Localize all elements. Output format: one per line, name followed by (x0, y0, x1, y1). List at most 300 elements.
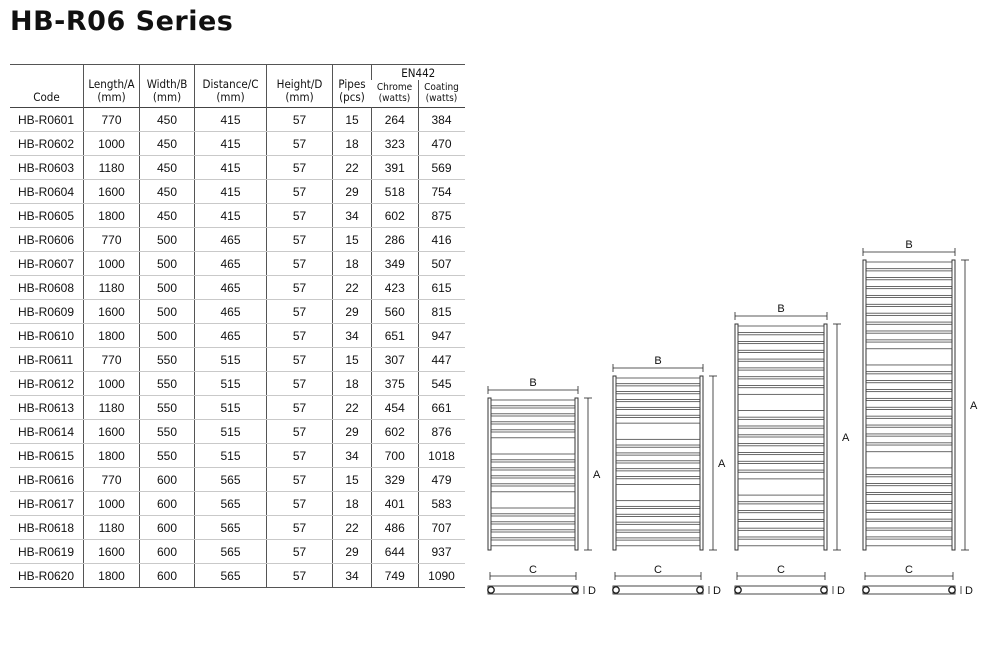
cell-height: 57 (267, 180, 333, 204)
radiator-bar (491, 462, 575, 468)
cell-pipes: 18 (333, 252, 372, 276)
radiator-bar (866, 539, 952, 546)
cell-chrome: 700 (372, 444, 419, 468)
radiator-bar (738, 472, 824, 479)
cell-width: 450 (140, 204, 195, 228)
cell-distance: 565 (195, 516, 267, 540)
cell-height: 57 (267, 516, 333, 540)
cell-length: 1600 (84, 540, 140, 564)
cell-chrome: 286 (372, 228, 419, 252)
radiator-bar (866, 392, 952, 399)
cell-chrome: 323 (372, 132, 419, 156)
cell-length: 770 (84, 228, 140, 252)
cell-coating: 545 (418, 372, 465, 396)
page-title: HB-R06 Series (10, 6, 234, 37)
radiator-bar (738, 428, 824, 435)
table-row (10, 564, 465, 588)
cell-width: 500 (140, 276, 195, 300)
cell-coating: 569 (418, 156, 465, 180)
dimension-d-label: D (965, 585, 973, 597)
cell-code: HB-R0606 (10, 228, 84, 252)
rail-left (863, 260, 866, 550)
table-row (10, 468, 465, 492)
cell-coating: 507 (418, 252, 465, 276)
header-code: Code (10, 65, 84, 108)
cell-length: 1800 (84, 564, 140, 588)
cell-width: 450 (140, 132, 195, 156)
radiator-bar (491, 478, 575, 484)
cell-chrome: 329 (372, 468, 419, 492)
cell-height: 57 (267, 420, 333, 444)
cell-chrome: 602 (372, 204, 419, 228)
table-row (10, 300, 465, 324)
radiator-bar (491, 400, 575, 406)
cell-code: HB-R0615 (10, 444, 84, 468)
table-row (10, 420, 465, 444)
radiator-bar (738, 539, 824, 546)
header-height: Height/D (mm) (267, 65, 333, 108)
cell-distance: 515 (195, 444, 267, 468)
radiator-bar (738, 335, 824, 342)
cell-length: 1000 (84, 492, 140, 516)
cell-distance: 465 (195, 276, 267, 300)
rail-right (952, 260, 955, 550)
table-row (10, 396, 465, 420)
dimension-b-label: B (905, 240, 913, 251)
specifications-table (10, 64, 465, 588)
cell-length: 1600 (84, 420, 140, 444)
radiator-bar (866, 486, 952, 493)
rail-left (735, 324, 738, 550)
cell-coating: 447 (418, 348, 465, 372)
radiator-bar (616, 455, 700, 461)
bottom-profile (735, 586, 827, 594)
table-row (10, 324, 465, 348)
dimension-c-label: C (777, 564, 785, 576)
cell-code: HB-R0611 (10, 348, 84, 372)
dimension-a-label: A (718, 458, 726, 470)
cell-code: HB-R0613 (10, 396, 84, 420)
cell-length: 1600 (84, 300, 140, 324)
radiator-bar (491, 432, 575, 438)
cell-height: 57 (267, 444, 333, 468)
radiator-bar (738, 370, 824, 377)
cell-pipes: 29 (333, 540, 372, 564)
radiator-bar (738, 379, 824, 386)
cell-pipes: 29 (333, 420, 372, 444)
dimension-a-label: A (842, 432, 850, 444)
cell-chrome: 644 (372, 540, 419, 564)
cell-distance: 415 (195, 108, 267, 132)
radiator-bar (616, 501, 700, 507)
cell-height: 57 (267, 156, 333, 180)
cell-pipes: 34 (333, 564, 372, 588)
radiator-bar (866, 289, 952, 296)
cell-distance: 565 (195, 468, 267, 492)
cell-chrome: 454 (372, 396, 419, 420)
rail-left (613, 376, 616, 550)
table-row (10, 492, 465, 516)
table-row (10, 180, 465, 204)
cell-height: 57 (267, 348, 333, 372)
header-chrome: Chrome (watts) (376, 82, 413, 104)
bottom-profile (863, 586, 955, 594)
cell-width: 550 (140, 372, 195, 396)
pipe-fitting-left (863, 587, 869, 593)
cell-pipes: 18 (333, 132, 372, 156)
radiator-bar (616, 479, 700, 485)
radiator-bar (866, 512, 952, 519)
header-distance: Distance/C (mm) (195, 65, 267, 108)
cell-chrome: 401 (372, 492, 419, 516)
cell-chrome: 349 (372, 252, 419, 276)
cell-code: HB-R0608 (10, 276, 84, 300)
cell-pipes: 29 (333, 300, 372, 324)
cell-distance: 515 (195, 372, 267, 396)
cell-length: 1180 (84, 516, 140, 540)
radiator-bar (616, 378, 700, 384)
cell-height: 57 (267, 564, 333, 588)
radiator-bar (866, 477, 952, 484)
cell-code: HB-R0612 (10, 372, 84, 396)
table-body (10, 108, 465, 588)
table-row (10, 372, 465, 396)
cell-code: HB-R0618 (10, 516, 84, 540)
cell-distance: 465 (195, 252, 267, 276)
dimension-d-label: D (588, 585, 596, 597)
radiator-bar (738, 504, 824, 511)
cell-pipes: 29 (333, 180, 372, 204)
radiator-bar (866, 333, 952, 340)
cell-width: 550 (140, 396, 195, 420)
cell-distance: 515 (195, 396, 267, 420)
header-length: Length/A (mm) (84, 65, 140, 108)
cell-height: 57 (267, 276, 333, 300)
rail-right (575, 398, 578, 550)
table-row (10, 156, 465, 180)
cell-chrome: 749 (372, 564, 419, 588)
cell-coating: 1018 (418, 444, 465, 468)
cell-chrome: 560 (372, 300, 419, 324)
cell-height: 57 (267, 300, 333, 324)
radiator-bar (491, 532, 575, 538)
pipe-fitting-left (613, 587, 619, 593)
cell-pipes: 22 (333, 276, 372, 300)
cell-height: 57 (267, 324, 333, 348)
cell-width: 600 (140, 468, 195, 492)
radiator-bar (616, 532, 700, 538)
cell-code: HB-R0607 (10, 252, 84, 276)
radiator-dimension-diagram (480, 240, 1000, 610)
radiator-bar (616, 417, 700, 423)
radiator-bar (738, 411, 824, 418)
cell-coating: 937 (418, 540, 465, 564)
table-row (10, 204, 465, 228)
cell-chrome: 391 (372, 156, 419, 180)
cell-code: HB-R0602 (10, 132, 84, 156)
radiator-bar (866, 495, 952, 502)
pipe-fitting-right (572, 587, 578, 593)
dimension-b-label: B (529, 377, 537, 389)
cell-chrome: 307 (372, 348, 419, 372)
radiator-bar (491, 424, 575, 430)
cell-distance: 465 (195, 324, 267, 348)
cell-pipes: 15 (333, 108, 372, 132)
radiator-bar (491, 540, 575, 546)
cell-height: 57 (267, 132, 333, 156)
header-pipes: Pipes (pcs) (333, 65, 372, 108)
radiator-bar (866, 306, 952, 313)
cell-code: HB-R0601 (10, 108, 84, 132)
cell-height: 57 (267, 252, 333, 276)
header-width: Width/B (mm) (140, 65, 195, 108)
radiator-bar (866, 436, 952, 443)
cell-code: HB-R0617 (10, 492, 84, 516)
radiator-bar (616, 402, 700, 408)
table-row (10, 276, 465, 300)
header-coating: Coating (watts) (418, 80, 465, 108)
cell-coating: 384 (418, 108, 465, 132)
radiator-bar (491, 416, 575, 422)
cell-pipes: 34 (333, 324, 372, 348)
cell-width: 600 (140, 492, 195, 516)
radiator-bar (616, 386, 700, 392)
bottom-profile (613, 586, 703, 594)
cell-width: 550 (140, 420, 195, 444)
cell-coating: 876 (418, 420, 465, 444)
cell-width: 550 (140, 348, 195, 372)
cell-coating: 661 (418, 396, 465, 420)
radiator-bar (491, 516, 575, 522)
radiator-bar (491, 408, 575, 414)
radiator-bar (738, 437, 824, 444)
dimension-d-label: D (837, 585, 845, 597)
cell-chrome: 486 (372, 516, 419, 540)
cell-pipes: 22 (333, 396, 372, 420)
cell-code: HB-R0609 (10, 300, 84, 324)
dimension-d-label: D (713, 585, 721, 597)
cell-length: 770 (84, 468, 140, 492)
table-row (10, 444, 465, 468)
radiator-bar (738, 530, 824, 537)
radiator-bar (866, 468, 952, 475)
radiator-bar (866, 365, 952, 372)
radiator-bar (616, 447, 700, 453)
cell-distance: 415 (195, 204, 267, 228)
radiator-bar (491, 524, 575, 530)
table-row (10, 132, 465, 156)
cell-height: 57 (267, 396, 333, 420)
cell-chrome: 375 (372, 372, 419, 396)
cell-width: 450 (140, 180, 195, 204)
table-row (10, 516, 465, 540)
radiator-bar (866, 324, 952, 331)
cell-width: 600 (140, 540, 195, 564)
cell-coating: 470 (418, 132, 465, 156)
radiator-bar (738, 513, 824, 520)
radiator-bar (738, 495, 824, 502)
cell-distance: 565 (195, 540, 267, 564)
cell-coating: 875 (418, 204, 465, 228)
radiator-bar (738, 326, 824, 333)
pipe-fitting-left (488, 587, 494, 593)
cell-pipes: 15 (333, 348, 372, 372)
radiator-bar (491, 486, 575, 492)
cell-width: 500 (140, 228, 195, 252)
radiator-bar (491, 508, 575, 514)
pipe-fitting-right (949, 587, 955, 593)
radiator-bar (616, 516, 700, 522)
cell-height: 57 (267, 228, 333, 252)
pipe-fitting-right (697, 587, 703, 593)
radiator-bar (491, 454, 575, 460)
radiator-bar (866, 521, 952, 528)
radiator-bar (866, 298, 952, 305)
cell-distance: 465 (195, 300, 267, 324)
cell-length: 1600 (84, 180, 140, 204)
dimension-c-label: C (905, 564, 913, 576)
radiator-bar (738, 344, 824, 351)
dimension-b-label: B (654, 355, 662, 367)
rail-right (700, 376, 703, 550)
cell-chrome: 602 (372, 420, 419, 444)
cell-coating: 416 (418, 228, 465, 252)
cell-width: 500 (140, 252, 195, 276)
radiator-bar (616, 439, 700, 445)
radiator-bar (866, 504, 952, 511)
radiator-bar (738, 455, 824, 462)
cell-distance: 565 (195, 564, 267, 588)
cell-length: 1180 (84, 276, 140, 300)
radiator-bar (866, 342, 952, 349)
radiator-bar (738, 419, 824, 426)
cell-distance: 415 (195, 180, 267, 204)
cell-coating: 707 (418, 516, 465, 540)
rail-left (488, 398, 491, 550)
cell-code: HB-R0616 (10, 468, 84, 492)
cell-distance: 465 (195, 228, 267, 252)
cell-width: 500 (140, 300, 195, 324)
dimension-a-label: A (970, 400, 978, 412)
radiator-bar (491, 470, 575, 476)
radiator-bar (866, 418, 952, 425)
radiator-bar (616, 471, 700, 477)
cell-chrome: 423 (372, 276, 419, 300)
cell-pipes: 18 (333, 372, 372, 396)
radiator-bar (866, 374, 952, 381)
cell-height: 57 (267, 108, 333, 132)
radiator-bar (866, 315, 952, 322)
cell-length: 1800 (84, 444, 140, 468)
cell-code: HB-R0604 (10, 180, 84, 204)
radiator-bar (866, 445, 952, 452)
table-header (10, 65, 465, 108)
radiator-bar (738, 352, 824, 359)
cell-length: 1000 (84, 372, 140, 396)
radiator-bar (616, 463, 700, 469)
radiator-bar (738, 463, 824, 470)
table-row (10, 252, 465, 276)
cell-width: 600 (140, 564, 195, 588)
cell-distance: 515 (195, 348, 267, 372)
radiator-bar (866, 271, 952, 278)
header-en442: EN442 (372, 65, 465, 81)
radiator-bar (866, 427, 952, 434)
cell-pipes: 22 (333, 156, 372, 180)
cell-code: HB-R0614 (10, 420, 84, 444)
cell-length: 1800 (84, 324, 140, 348)
rail-right (824, 324, 827, 550)
cell-coating: 815 (418, 300, 465, 324)
cell-code: HB-R0603 (10, 156, 84, 180)
cell-distance: 415 (195, 156, 267, 180)
cell-width: 500 (140, 324, 195, 348)
cell-coating: 754 (418, 180, 465, 204)
cell-width: 450 (140, 156, 195, 180)
cell-width: 450 (140, 108, 195, 132)
radiator-bar (866, 409, 952, 416)
cell-pipes: 22 (333, 516, 372, 540)
cell-length: 1180 (84, 396, 140, 420)
cell-length: 770 (84, 108, 140, 132)
dimension-a-label: A (593, 469, 601, 481)
table-row (10, 540, 465, 564)
radiator-bar (738, 388, 824, 395)
cell-distance: 515 (195, 420, 267, 444)
cell-pipes: 18 (333, 492, 372, 516)
dimension-c-label: C (529, 564, 537, 576)
cell-coating: 583 (418, 492, 465, 516)
radiator-bar (866, 262, 952, 269)
cell-code: HB-R0620 (10, 564, 84, 588)
cell-length: 1800 (84, 204, 140, 228)
cell-length: 1000 (84, 132, 140, 156)
cell-width: 550 (140, 444, 195, 468)
cell-code: HB-R0619 (10, 540, 84, 564)
cell-height: 57 (267, 492, 333, 516)
pipe-fitting-right (821, 587, 827, 593)
dimension-c-label: C (654, 564, 662, 576)
cell-chrome: 518 (372, 180, 419, 204)
cell-code: HB-R0610 (10, 324, 84, 348)
cell-pipes: 34 (333, 444, 372, 468)
cell-height: 57 (267, 468, 333, 492)
radiator-bar (616, 524, 700, 530)
pipe-fitting-left (735, 587, 741, 593)
table-row (10, 348, 465, 372)
radiator-bar (616, 509, 700, 515)
cell-code: HB-R0605 (10, 204, 84, 228)
bottom-profile (488, 586, 578, 594)
cell-coating: 1090 (418, 564, 465, 588)
radiator-bar (616, 540, 700, 546)
cell-coating: 947 (418, 324, 465, 348)
cell-length: 1180 (84, 156, 140, 180)
radiator-bar (866, 401, 952, 408)
cell-chrome: 264 (372, 108, 419, 132)
radiator-bar (866, 280, 952, 287)
cell-length: 1000 (84, 252, 140, 276)
cell-width: 600 (140, 516, 195, 540)
cell-coating: 479 (418, 468, 465, 492)
radiator-bar (616, 410, 700, 416)
table-row (10, 108, 465, 132)
radiator-bar (738, 361, 824, 368)
cell-height: 57 (267, 372, 333, 396)
cell-height: 57 (267, 204, 333, 228)
dimension-b-label: B (777, 303, 785, 315)
cell-distance: 415 (195, 132, 267, 156)
